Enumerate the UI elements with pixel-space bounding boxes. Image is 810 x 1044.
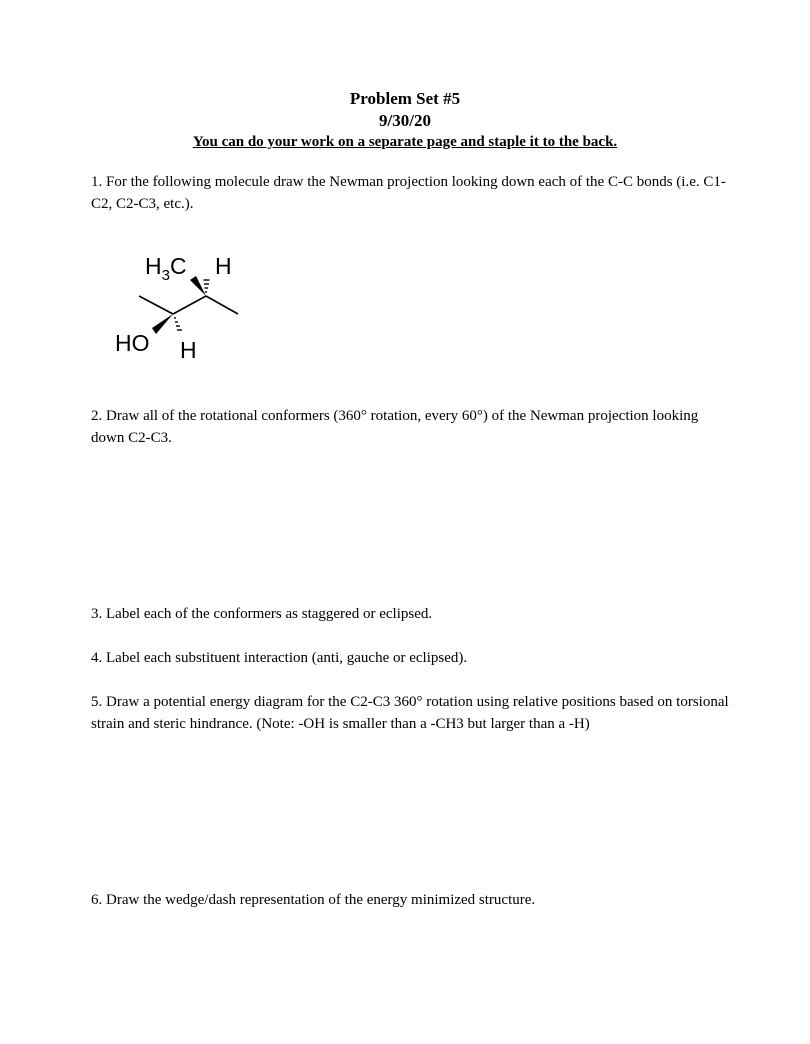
header (0, 88, 810, 152)
question-3: 3. Label each of the conformers as staggered or eclipsed. (91, 606, 433, 622)
ch3-label: $H_3C$ (145, 253, 187, 284)
question-2: 2. Draw all of the rotational conformers (360° rotation, every 60°) of the Newman projection looking down C2-C3. (91, 408, 699, 446)
question-6: 6. Draw the wedge/dash representation of the energy minimized structure. (91, 892, 536, 908)
wedge-bond-oh (152, 314, 173, 334)
bond-c2-c3 (173, 296, 206, 314)
ho-label: HO (115, 330, 150, 356)
wedge-bond-ch3 (190, 276, 206, 296)
h-bottom-label: H (180, 337, 197, 363)
dash-bond-h-bottom (174, 318, 182, 330)
dash-bond-h-top (204, 280, 210, 292)
question-4: 4. Label each substituent interaction (anti, gauche or eclipsed). (91, 650, 468, 666)
h-top-label: H (215, 253, 232, 279)
question-1: 1. For the following molecule draw the Newman projection looking down each of the C-C bonds (i.e. C1-C2, C2-C3, etc.). (91, 174, 726, 212)
page-title: Problem Set #5 (349, 89, 461, 108)
bond-c3-c4 (206, 296, 238, 314)
bond-c1-c2 (139, 296, 173, 314)
molecule-structure (105, 240, 265, 370)
page-date: 9/30/20 (379, 111, 431, 130)
instruction-text: You can do your work on a separate page and staple it to the back. (192, 134, 618, 150)
question-5: 5. Draw a potential energy diagram for the C2-C3 360° rotation using relative positions based on torsional strain and steric hindrance. (Note: -OH is smaller than a -CH3 but larger than a -H) (91, 694, 729, 732)
